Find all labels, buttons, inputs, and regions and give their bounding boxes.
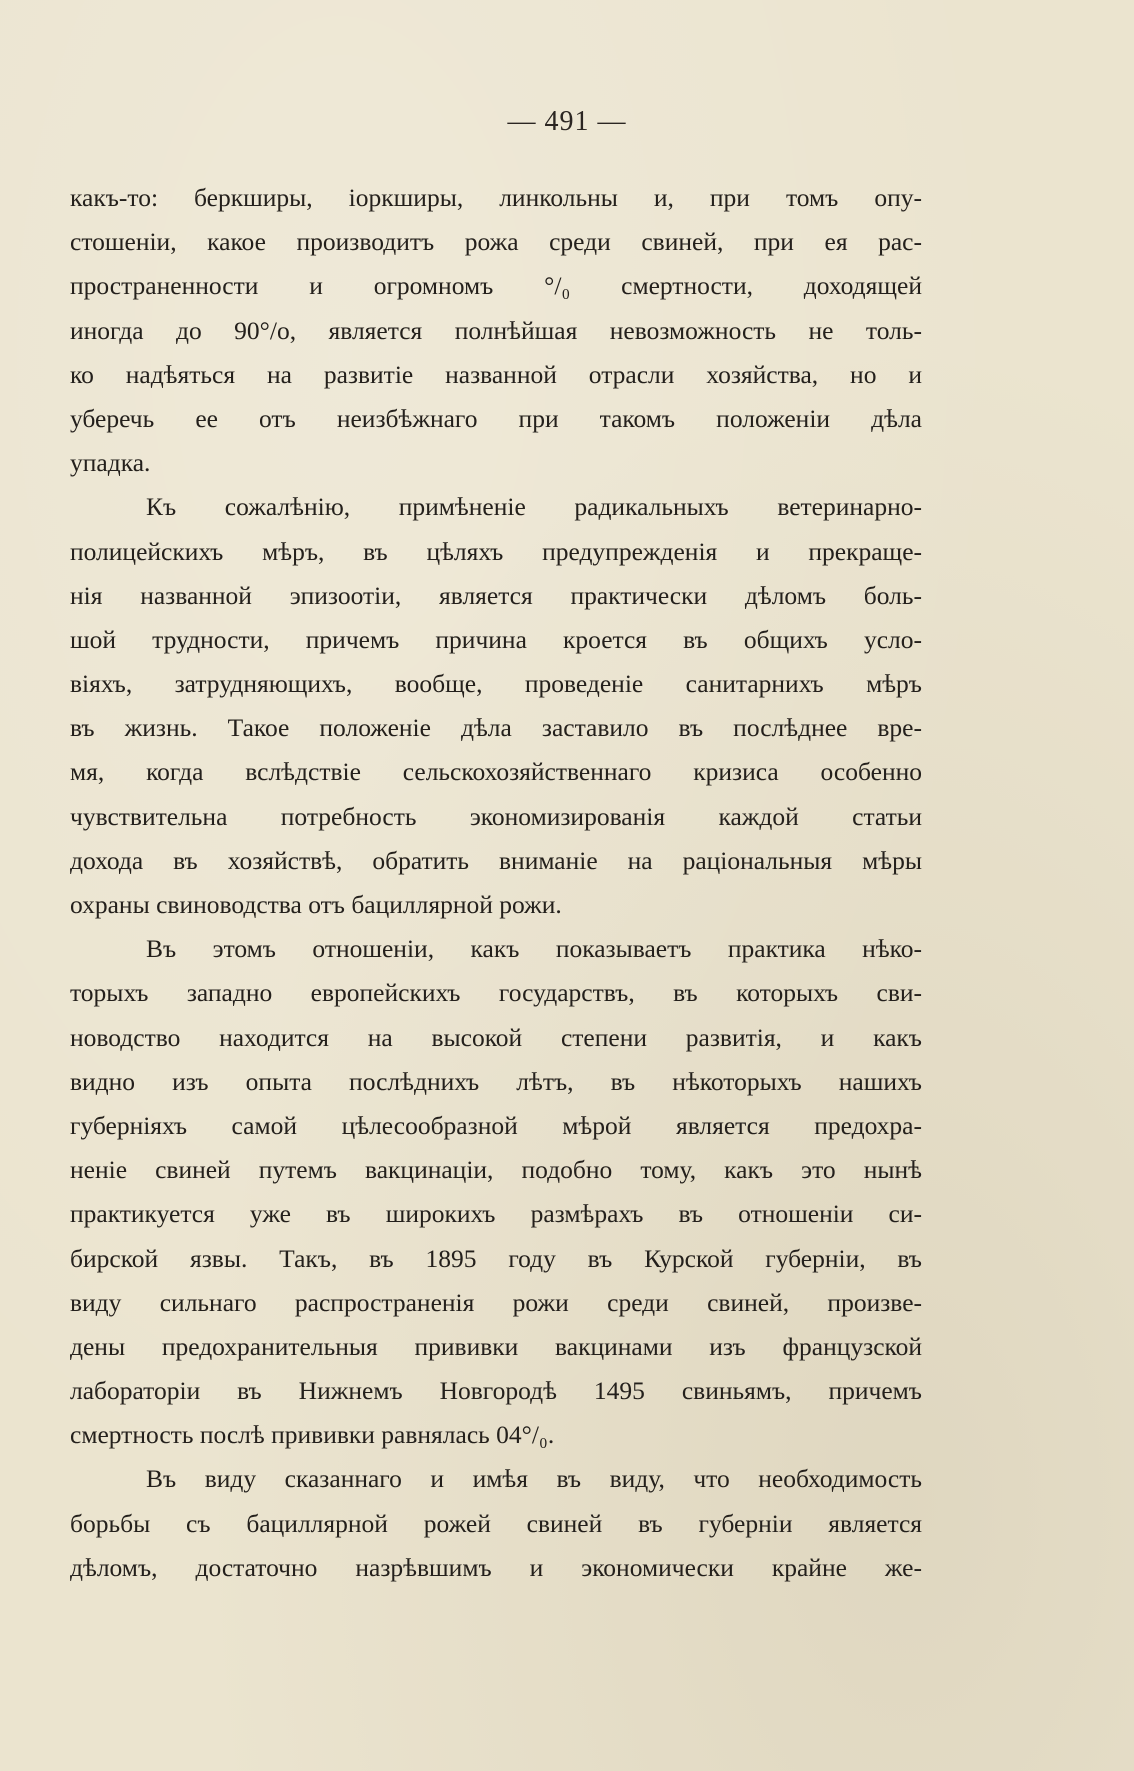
text-line: иногда до 90°/о, является полнѣйшая невозможность не толь- — [70, 315, 922, 345]
text-line: нія названной эпизоотіи, является практически дѣломъ боль- — [70, 580, 922, 610]
text-line: Въ виду сказаннаго и имѣя въ виду, что необходимость — [146, 1464, 922, 1494]
text-line: борьбы съ бациллярной рожей свиней въ губерніи является — [70, 1508, 922, 1538]
body-text — [70, 176, 922, 1590]
text-line: мя, когда вслѣдствіе сельскохозяйственнаго кризиса особенно — [70, 757, 922, 787]
text-line: дены предохранительныя прививки вакцинами изъ французской — [70, 1331, 922, 1361]
text-line: въ жизнь. Такое положеніе дѣла заставило въ послѣднее вре- — [70, 713, 922, 743]
text-line: бирской язвы. Такъ, въ 1895 году въ Курской губерніи, въ — [70, 1243, 922, 1273]
text-line: стошеніи, какое производитъ рожа среди свиней, при ея рас- — [70, 227, 922, 257]
text-line: практикуется уже въ широкихъ размѣрахъ въ отношеніи си- — [70, 1199, 922, 1229]
paragraph-1 — [70, 176, 922, 485]
text-line: какъ-то: беркширы, іоркширы, линкольны и, при томъ опу- — [70, 183, 922, 212]
text-line: видно изъ опыта послѣднихъ лѣтъ, въ нѣкоторыхъ нашихъ — [70, 1066, 922, 1096]
text-line: губерніяхъ самой цѣлесообразной мѣрой является предохра- — [70, 1110, 922, 1140]
text-line: Въ этомъ отношеніи, какъ показываетъ практика нѣко- — [146, 934, 922, 964]
page-number: — 491 — — [507, 106, 627, 137]
text-line: Къ сожалѣнію, примѣненіе радикальныхъ ветеринарно- — [146, 492, 922, 522]
text-line: дѣломъ, достаточно назрѣвшимъ и экономически крайне же- — [70, 1552, 922, 1582]
text-line: неніе свиней путемъ вакцинаціи, подобно тому, какъ это нынѣ — [70, 1155, 922, 1185]
text-line: ко надѣяться на развитіе названной отрасли хозяйства, но и — [70, 359, 922, 389]
text-line: новодство находится на высокой степени развитія, и какъ — [70, 1022, 922, 1052]
paragraph-3 — [70, 927, 922, 1457]
text-line: уберечь ее отъ неизбѣжнаго при такомъ положеніи дѣла — [70, 403, 922, 433]
text-line: дохода въ хозяйствѣ, обратить вниманіе на раціональныя мѣры — [70, 845, 922, 875]
text-line: лабораторіи въ Нижнемъ Новгородѣ 1495 свиньямъ, причемъ — [70, 1376, 922, 1406]
paragraph-4 — [70, 1457, 922, 1590]
text-line: полицейскихъ мѣръ, въ цѣляхъ предупрежденія и прекраще- — [70, 536, 922, 566]
text-line: шой трудности, причемъ причина кроется въ общихъ усло- — [70, 624, 922, 654]
text-line: смертность послѣ прививки равнялась 04°/₀. — [70, 1420, 555, 1450]
text-line: чувствительна потребность экономизированія каждой статьи — [70, 801, 922, 831]
text-line: упадка. — [70, 448, 151, 478]
text-line: віяхъ, затрудняющихъ, вообще, проведеніе санитарнихъ мѣръ — [70, 669, 922, 699]
text-line: пространенности и огромномъ °/₀ смертности, доходящей — [70, 271, 922, 301]
text-line: виду сильнаго распространенія рожи среди свиней, произве- — [70, 1287, 922, 1317]
paragraph-2 — [70, 485, 922, 927]
text-line: охраны свиноводства отъ бациллярной рожи. — [70, 890, 562, 919]
text-line: торыхъ западно европейскихъ государствъ, въ которыхъ сви- — [70, 978, 922, 1008]
